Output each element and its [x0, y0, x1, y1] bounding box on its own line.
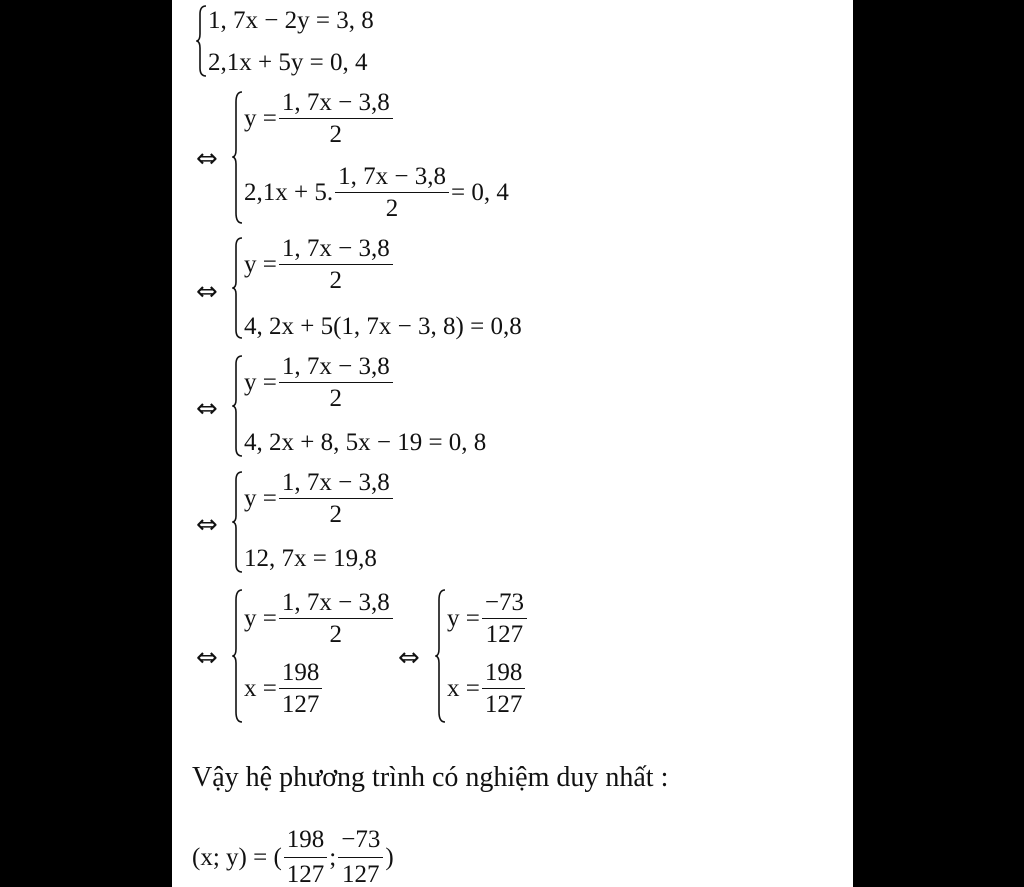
step-2-equation: 4, 2x + 5(1, 7x − 3, 8) = 0,8	[244, 313, 522, 340]
x-solution-numerator: 198	[484, 659, 523, 686]
x-denominator: 127	[279, 688, 323, 717]
final-separator: ;	[329, 843, 337, 871]
y-expression	[244, 470, 395, 527]
y-solution-numerator: −73	[484, 589, 524, 616]
left-brace-icon	[435, 588, 447, 724]
left-brace-icon	[232, 90, 244, 225]
final-x-fraction	[284, 826, 328, 887]
equation-1: 1, 7x − 2y = 3, 8	[208, 7, 374, 34]
y-fraction	[279, 470, 393, 527]
final-lhs: (x; y) = (	[192, 843, 282, 871]
final-x-numerator: 198	[286, 826, 325, 853]
substituted-fraction	[335, 164, 449, 221]
y-lhs: y =	[244, 105, 277, 132]
y-solution-fraction	[482, 590, 527, 647]
x-solution-fraction	[482, 660, 526, 717]
y-denominator: 2	[279, 382, 393, 411]
substituted-rhs: = 0, 4	[450, 179, 509, 206]
y-solution-lhs: y =	[447, 605, 480, 632]
final-x-denominator: 127	[284, 857, 328, 887]
y-expression	[244, 590, 395, 647]
x-fraction	[279, 660, 323, 717]
original-system	[196, 4, 396, 78]
step-3-system	[232, 354, 632, 458]
y-expression	[244, 236, 395, 293]
y-numerator: 1, 7x − 3,8	[281, 589, 390, 616]
equivalence-icon: ⇔	[196, 144, 218, 174]
y-fraction	[279, 90, 393, 147]
equivalence-icon: ⇔	[196, 394, 218, 424]
y-lhs: y =	[244, 485, 277, 512]
y-denominator: 2	[279, 118, 393, 147]
substituted-denominator: 2	[335, 192, 449, 221]
y-numerator: 1, 7x − 3,8	[281, 89, 390, 116]
y-denominator: 2	[279, 618, 393, 647]
final-y-numerator: −73	[341, 826, 381, 853]
y-fraction	[279, 590, 393, 647]
step-4-equation: 12, 7x = 19,8	[244, 545, 377, 572]
y-solution	[447, 590, 529, 647]
y-lhs: y =	[244, 251, 277, 278]
equivalence-icon: ⇔	[398, 643, 420, 673]
left-brace-icon	[232, 354, 244, 458]
y-lhs: y =	[244, 369, 277, 396]
equivalence-icon: ⇔	[196, 510, 218, 540]
left-brace-icon	[232, 236, 244, 340]
x-lhs: x =	[244, 675, 277, 702]
y-expression	[244, 354, 395, 411]
x-expression	[244, 660, 324, 717]
y-lhs: y =	[244, 605, 277, 632]
step-1-system	[232, 90, 532, 225]
x-solution	[447, 660, 527, 717]
step-3-equation: 4, 2x + 8, 5x − 19 = 0, 8	[244, 429, 487, 456]
y-solution-denominator: 127	[482, 618, 527, 647]
y-denominator: 2	[279, 498, 393, 527]
y-numerator: 1, 7x − 3,8	[281, 235, 390, 262]
final-y-fraction	[338, 826, 383, 887]
y-numerator: 1, 7x − 3,8	[281, 353, 390, 380]
equation-2: 2,1x + 5y = 0, 4	[208, 49, 368, 76]
substituted-lhs: 2,1x + 5.	[244, 179, 334, 206]
left-brace-icon	[196, 4, 208, 78]
equivalence-icon: ⇔	[196, 643, 218, 673]
y-fraction	[279, 354, 393, 411]
step-6-system	[435, 588, 575, 724]
substituted-numerator: 1, 7x − 3,8	[338, 163, 446, 190]
conclusion-text: Vậy hệ phương trình có nghiệm duy nhất :	[192, 762, 669, 793]
x-numerator: 198	[281, 659, 320, 686]
x-solution-lhs: x =	[447, 675, 480, 702]
y-denominator: 2	[279, 264, 393, 293]
final-close: )	[385, 843, 394, 871]
y-numerator: 1, 7x − 3,8	[281, 469, 390, 496]
step-2-system	[232, 236, 632, 340]
y-expression	[244, 90, 395, 147]
solution-page	[172, 0, 853, 887]
equivalence-icon: ⇔	[196, 277, 218, 307]
final-answer	[192, 826, 394, 887]
x-solution-denominator: 127	[482, 688, 526, 717]
left-brace-icon	[232, 470, 244, 574]
left-brace-icon	[232, 588, 244, 724]
substituted-equation	[244, 164, 509, 221]
y-fraction	[279, 236, 393, 293]
step-4-system	[232, 470, 632, 574]
final-y-denominator: 127	[338, 857, 383, 887]
